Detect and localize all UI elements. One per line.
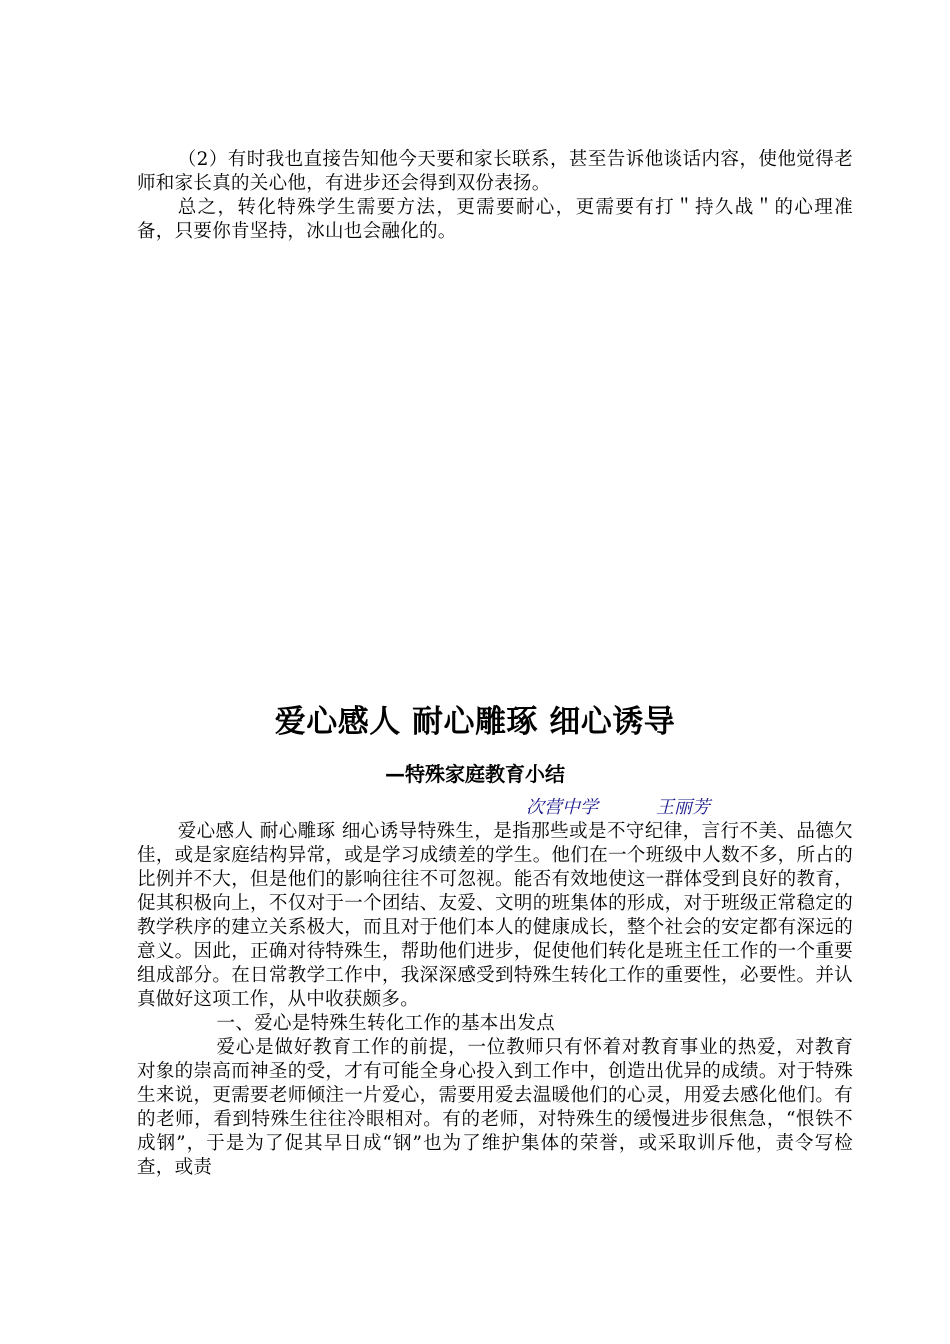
paragraph-section-one: 爱心是做好教育工作的前提，一位教师只有怀着对教育事业的热爱，对教育对象的崇高而神圣的受，才有可能全身心投入到工作中，创造出优异的成绩。对于特殊生来说，更需要老师倾注一片爱心，需要用爱去温暖他们的心灵，用爱去感化他们。有的老师，看到特殊生往往冷眼相对。有的老师，对特殊生的缓慢进步很焦急，“恨铁不成钢”，于是为了促其早日成“钢”也为了维护集体的荣誉，或采取训斥他，责令写检查，或责 [137,1037,853,1178]
paragraph-conclusion: 总之，转化特殊学生需要方法，更需要耐心，更需要有打＂持久战＂的心理准备，只要你肯坚持，冰山也会融化的。 [137,197,853,242]
article-title: 爱心感人 耐心雕琢 细心诱导 [274,704,676,740]
school-name: 次营中学 [526,797,598,818]
section-heading: 一、爱心是特殊生转化工作的基本出发点 [216,1013,555,1034]
article-subtitle: —特殊家庭教育小结 [385,762,565,786]
byline [526,796,710,820]
paragraph-intro: 爱心感人 耐心雕琢 细心诱导特殊生，是指那些或是不守纪律，言行不美、品德欠佳，或是家庭结构异常，或是学习成绩差的学生。他们在一个班级中人数不多，所占的比例并不大，但是他们的影响往往不可忽视。能否有效地使这一群体受到良好的教育，促其积极向上，不仅对于一个团结、友爱、文明的班集体的形成，对于班级正常稳定的教学秩序的建立关系极大，而且对于他们本人的健康成长，整个社会的安定都有深远的意义。因此，正确对待特殊生，帮助他们进步，促使他们转化是班主任工作的一个重要组成部分。在日常教学工作中，我深深感受到特殊生转化工作的重要性，必要性。并认真做好这项工作，从中收获颇多。 [137,821,853,1010]
author-name: 王丽芳 [656,797,710,818]
previous-section-text [137,148,853,244]
paragraph-parent-contact: （2）有时我也直接告知他今天要和家长联系，甚至告诉他谈话内容，使他觉得老师和家长真的关心他，有进步还会得到双份表扬。 [137,149,853,194]
article-body [137,820,853,1180]
